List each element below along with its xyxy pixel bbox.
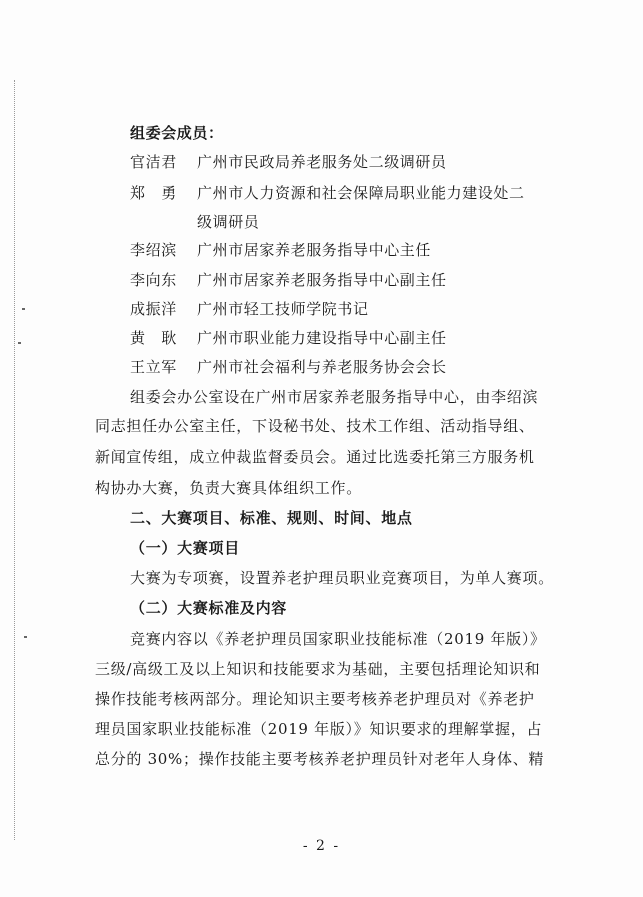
- member-title: 广州市社会福利与养老服务协会会长: [197, 358, 447, 376]
- member-name: 李绍滨: [130, 241, 177, 259]
- member-title: 广州市居家养老服务指导中心副主任: [197, 271, 447, 289]
- member-title: 广州市职业能力建设指导中心副主任: [197, 329, 447, 347]
- subsection-heading: （二）大赛标准及内容: [130, 599, 288, 617]
- paragraph-line: 竞赛内容以《养老护理员国家职业技能标准（2019 年版）》: [130, 630, 546, 648]
- member-name: 成振洋: [130, 300, 177, 318]
- paragraph-line: 三级/高级工及以上知识和技能要求为基础，主要包括理论知识和: [95, 660, 541, 678]
- paragraph-line: 新闻宣传组，成立仲裁监督委员会。通过比选委托第三方服务机: [95, 448, 535, 466]
- member-name: 王立军: [130, 358, 177, 376]
- paragraph-line: 组委会办公室设在广州市居家养老服务指导中心，由李绍滨: [130, 388, 539, 406]
- member-title: 广州市民政局养老服务处二级调研员: [197, 153, 447, 171]
- committee-heading: 组委会成员：: [130, 124, 224, 142]
- section-heading: 二、大赛项目、标准、规则、时间、地点: [130, 509, 413, 527]
- paragraph-line: 操作技能考核两部分。理论知识主要考核养老护理员对《养老护: [95, 690, 535, 708]
- member-name: 黄 耿: [130, 329, 177, 347]
- subsection-heading: （一）大赛项目: [130, 539, 240, 557]
- member-title: 广州市轻工技师学院书记: [197, 300, 369, 318]
- member-name: 官洁君: [130, 153, 177, 171]
- member-title: 广州市人力资源和社会保障局职业能力建设处二: [197, 184, 525, 202]
- member-title: 广州市居家养老服务指导中心主任: [197, 241, 432, 259]
- paragraph-line: 同志担任办公室主任，下设秘书处、技术工作组、活动指导组、: [95, 417, 535, 435]
- member-name: 李向东: [130, 271, 177, 289]
- page-number: - 2 -: [302, 838, 341, 854]
- paragraph-line: 总分的 30%；操作技能主要考核养老护理员针对老年人身体、精: [95, 750, 545, 768]
- member-title-continued: 级调研员: [197, 213, 260, 231]
- member-name: 郑 勇: [130, 184, 177, 202]
- paragraph-line: 构协办大赛，负责大赛具体组织工作。: [95, 479, 362, 497]
- paragraph-line: 大赛为专项赛，设置养老护理员职业竞赛项目，为单人赛项。: [130, 569, 554, 587]
- paragraph-line: 理员国家职业技能标准（2019 年版）》知识要求的理解掌握，占: [95, 720, 543, 738]
